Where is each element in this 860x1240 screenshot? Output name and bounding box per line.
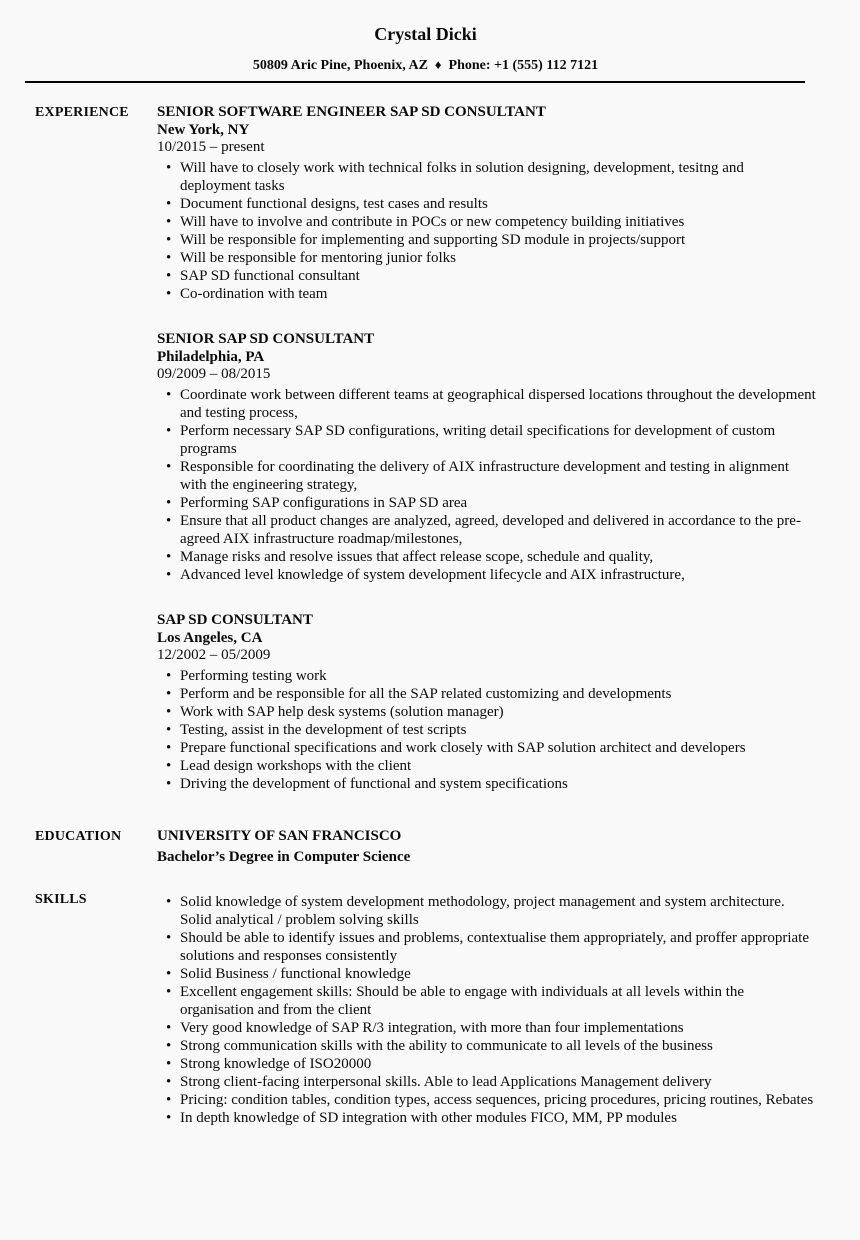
job-title: SENIOR SAP SD CONSULTANT	[157, 331, 375, 347]
section-label-skills: SKILLS	[35, 892, 87, 907]
skill-item: • Should be able to identify issues and problems, contextualise them appropriately, and proffer appropriate solutions and responses consistently	[157, 929, 816, 965]
bullet-item: • Coordinate work between different teams at geographical dispersed locations throughout the development and testing process,	[157, 386, 816, 422]
bullet-item: • Perform and be responsible for all the SAP related customizing and developments	[157, 685, 816, 703]
bullet-item: • SAP SD functional consultant	[157, 267, 816, 285]
job-dates: 12/2002 – 05/2009	[157, 647, 271, 663]
job-entry-2	[157, 330, 816, 584]
bullet-item: • Will have to closely work with technical folks in solution designing, development, tesitng and deployment tasks	[157, 159, 816, 195]
skill-item: • Solid knowledge of system development methodology, project management and system architecture. Solid analytical / problem solving skills	[157, 893, 816, 929]
bullet-item: • Co-ordination with team	[157, 285, 816, 303]
skills-section	[35, 890, 816, 1127]
skill-item: • Very good knowledge of SAP R/3 integration, with more than four implementations	[157, 1019, 816, 1037]
job-title: SAP SD CONSULTANT	[157, 612, 313, 628]
bullet-item: • Manage risks and resolve issues that affect release scope, schedule and quality,	[157, 548, 816, 566]
job-location: Philadelphia, PA	[157, 349, 265, 365]
skills-content	[157, 890, 816, 1127]
contact-phone: Phone: +1 (555) 112 7121	[448, 58, 599, 73]
bullet-item: • Document functional designs, test cases and results	[157, 195, 816, 213]
bullet-item: • Advanced level knowledge of system development lifecycle and AIX infrastructure,	[157, 566, 816, 584]
job-bullet-list	[157, 667, 816, 793]
job-dates: 10/2015 – present	[157, 139, 265, 155]
candidate-name: Crystal Dicki	[374, 24, 477, 44]
experience-section	[35, 103, 816, 793]
job-entry-1	[157, 103, 816, 303]
skill-item: • Pricing: condition tables, condition types, access sequences, pricing procedures, pricing routines, Rebates	[157, 1091, 816, 1109]
section-label-experience: EXPERIENCE	[35, 105, 129, 120]
education-content	[157, 827, 816, 867]
diamond-icon: ♦	[434, 57, 442, 72]
job-title: SENIOR SOFTWARE ENGINEER SAP SD CONSULTANT	[157, 104, 546, 120]
resume-header	[35, 22, 816, 83]
skill-item: • Strong communication skills with the ability to communicate to all levels of the business	[157, 1037, 816, 1055]
job-location: New York, NY	[157, 122, 250, 138]
bullet-item: • Performing SAP configurations in SAP SD area	[157, 494, 816, 512]
bullet-item: • Prepare functional specifications and work closely with SAP solution architect and developers	[157, 739, 816, 757]
bullet-item: • Performing testing work	[157, 667, 816, 685]
job-location: Los Angeles, CA	[157, 630, 263, 646]
bullet-item: • Responsible for coordinating the delivery of AIX infrastructure development and testing in alignment with the engineering strategy,	[157, 458, 816, 494]
skill-item: • Strong knowledge of ISO20000	[157, 1055, 816, 1073]
bullet-item: • Testing, assist in the development of test scripts	[157, 721, 816, 739]
experience-content	[157, 103, 816, 793]
bullet-item: • Will have to involve and contribute in POCs or new competency building initiatives	[157, 213, 816, 231]
bullet-item: • Will be responsible for implementing and supporting SD module in projects/support	[157, 231, 816, 249]
bullet-item: • Driving the development of functional and system specifications	[157, 775, 816, 793]
job-bullet-list	[157, 159, 816, 303]
section-label-education: EDUCATION	[35, 829, 122, 844]
skill-item: • Strong client-facing interpersonal skills. Able to lead Applications Management delivery	[157, 1073, 816, 1091]
school-name: UNIVERSITY OF SAN FRANCISCO	[157, 828, 402, 844]
skill-item: • Solid Business / functional knowledge	[157, 965, 816, 983]
contact-address: 50809 Aric Pine, Phoenix, AZ	[252, 58, 428, 73]
bullet-item: • Will be responsible for mentoring junior folks	[157, 249, 816, 267]
resume-body	[35, 103, 816, 1127]
skills-bullet-list	[157, 893, 816, 1127]
contact-line	[35, 56, 816, 74]
job-bullet-list	[157, 386, 816, 584]
bullet-item: • Perform necessary SAP SD configurations, writing detail specifications for development of custom programs	[157, 422, 816, 458]
bullet-item: • Lead design workshops with the client	[157, 757, 816, 775]
job-dates: 09/2009 – 08/2015	[157, 366, 271, 382]
job-entry-3	[157, 611, 816, 793]
bullet-item: • Ensure that all product changes are analyzed, agreed, developed and delivered in accordance to the pre-agreed AIX infrastructure roadmap/milestones,	[157, 512, 816, 548]
header-divider	[25, 81, 805, 83]
skill-item: • Excellent engagement skills: Should be able to engage with individuals at all levels within the organisation and from the client	[157, 983, 816, 1019]
degree-name: Bachelor’s Degree in Computer Science	[157, 849, 411, 865]
education-section	[35, 827, 816, 867]
bullet-item: • Work with SAP help desk systems (solution manager)	[157, 703, 816, 721]
skill-item: • In depth knowledge of SD integration with other modules FICO, MM, PP modules	[157, 1109, 816, 1127]
